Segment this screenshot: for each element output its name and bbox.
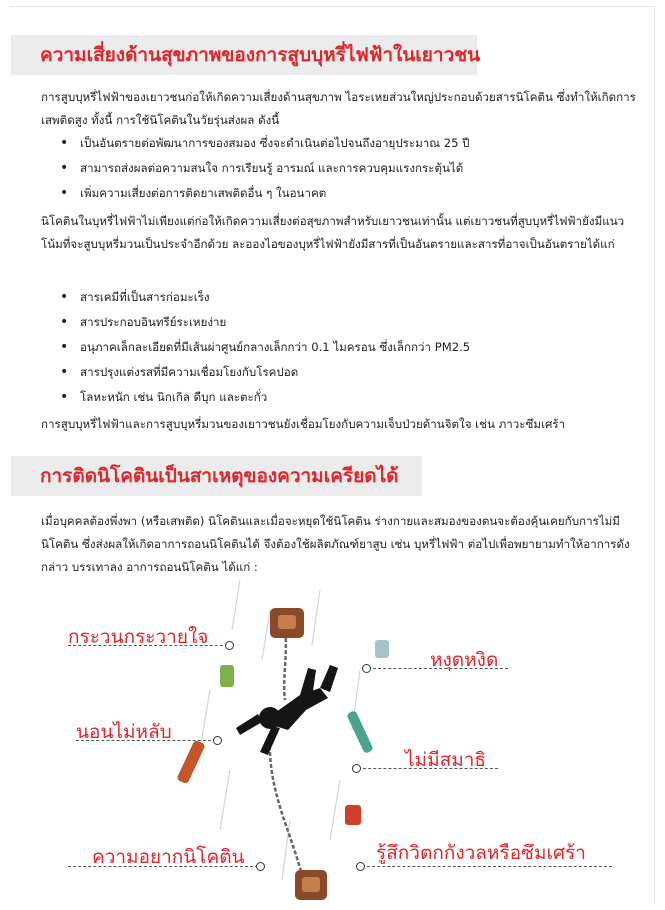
list-item: • สารเคมีที่เป็นสารก่อมะเร็ง: [60, 285, 630, 310]
vape-pen-right-icon: [346, 710, 374, 754]
section2-banner: [11, 456, 422, 496]
connector-dot: [256, 862, 265, 871]
list-item: • เพิ่มความเสี่ยงต่อการติดยาเสพติดอื่น ๆ ในอนาคต: [60, 181, 630, 206]
list-item: • สามารถส่งผลต่อความสนใจ การเรียนรู้ อารมณ์ และการควบคุมแรงกระตุ้นได้: [60, 156, 630, 181]
bullet-icon: •: [60, 314, 69, 330]
connector-dot: [352, 764, 361, 773]
bullet-icon: •: [60, 364, 69, 380]
connector-dot: [225, 641, 234, 650]
list-item: • อนุภาคเล็กละเอียดที่มีเส้นผ่าศูนย์กลางเล็กกว่า 0.1 ไมครอน ซึ่งเล็กกว่า PM2.5: [60, 335, 630, 360]
section2-intro: เมื่อบุคคลต้องพึ่งพา (หรือเสพติด) นิโคตินและเมื่อจะหยุดใช้นิโคติน ร่างกายและสมองของตนจะต้องคุ้นเคยกับการไม่มีนิโคติน ซึ่งส่งผลให้เกิดอาการถอนนิโคตินได้ จึงต้องใช้ผลิตภัณฑ์ยาสูบ เช่น บุหรี่ไฟฟ้า ต่อไปเพื่อพยายามทำให้อาการดังกล่าว บรรเทาลง อาการถอนนิโคติน ได้แก่ :: [41, 514, 630, 574]
bullet-icon: •: [60, 135, 69, 151]
symptom-insomnia: นอนไม่หลับ: [76, 721, 172, 743]
vape-pen-left-icon: [176, 740, 205, 785]
section1-paragraph3: การสูบบุหรี่ไฟฟ้าและการสูบบุหรี่มวนของเยาวชนยังเชื่อมโยงกับความเจ็บป่วยด้านจิตใจ เช่น ภาวะซึมเศร้า: [41, 417, 566, 431]
chain: [270, 620, 302, 875]
vape-pod-icon: [220, 665, 234, 687]
symptom-craving: ความอยากนิโคติน: [92, 846, 245, 868]
vape-bottle-icon: [375, 640, 389, 658]
vape-liquid-icon: [345, 805, 361, 825]
substances-list: [60, 285, 630, 410]
person-silhouette-icon: [236, 665, 338, 755]
symptom-irritable: หงุดหงิด: [430, 649, 499, 671]
connector-dot: [356, 862, 365, 871]
bullet-icon: •: [60, 160, 69, 176]
list-item: • เป็นอันตรายต่อพัฒนาการของสมอง ซึ่งจะดำเนินต่อไปจนถึงอายุประมาณ 25 ปี: [60, 131, 630, 156]
symptom-restless: กระวนกระวายใจ: [68, 626, 209, 648]
symptom-no-focus: ไม่มีสมาธิ: [405, 749, 486, 771]
effects-list: [60, 131, 630, 206]
section1-banner: [11, 35, 481, 75]
section1-paragraph2: นิโคตินในบุหรี่ไฟฟ้าไม่เพียงแต่ก่อให้เกิดความเสี่ยงต่อสุขภาพสำหรับเยาวชนเท่านั้น แต่เยาวชนที่สูบบุหรี่ไฟฟ้ายังมีแนวโน้มที่จะสูบบุหรี่มวนเป็นประจำอีกด้วย ละอองไอของบุหรี่ไฟฟ้ายังมีสารที่เป็นอันตรายและสารที่อาจเป็นอันตรายได้แก่: [41, 214, 625, 251]
bullet-icon: •: [60, 339, 69, 355]
connector-dot: [213, 736, 222, 745]
symptom-anxious: รู้สึกวิตกกังวลหรือซึมเศร้า: [376, 842, 586, 864]
bullet-icon: •: [60, 389, 69, 405]
section1-title: ความเสี่ยงด้านสุขภาพของการสูบบุหรี่ไฟฟ้าในเยาวชน: [40, 44, 481, 66]
bullet-icon: •: [60, 289, 69, 305]
bullet-icon: •: [60, 185, 69, 201]
list-item: • สารปรุงแต่งรสที่มีความเชื่อมโยงกับโรคปอด: [60, 360, 630, 385]
list-item: • โลหะหนัก เช่น นิกเกิล ดีบุก และตะกั่ว: [60, 385, 630, 410]
list-item: • สารประกอบอินทรีย์ระเหยง่าย: [60, 310, 630, 335]
section2-title: การติดนิโคตินเป็นสาเหตุของความเครียดได้: [40, 465, 399, 487]
section1-intro: การสูบบุหรี่ไฟฟ้าของเยาวชนก่อให้เกิดความเสี่ยงด้านสุขภาพ ไอระเหยส่วนใหญ่ประกอบด้วยสารนิโคติน ซึ่งทำให้เกิดการเสพติดสูง ทั้งนี้ การใช้นิโคตินในวัยรุ่นส่งผล ดังนี้: [41, 90, 636, 127]
connector-dot: [362, 664, 371, 673]
